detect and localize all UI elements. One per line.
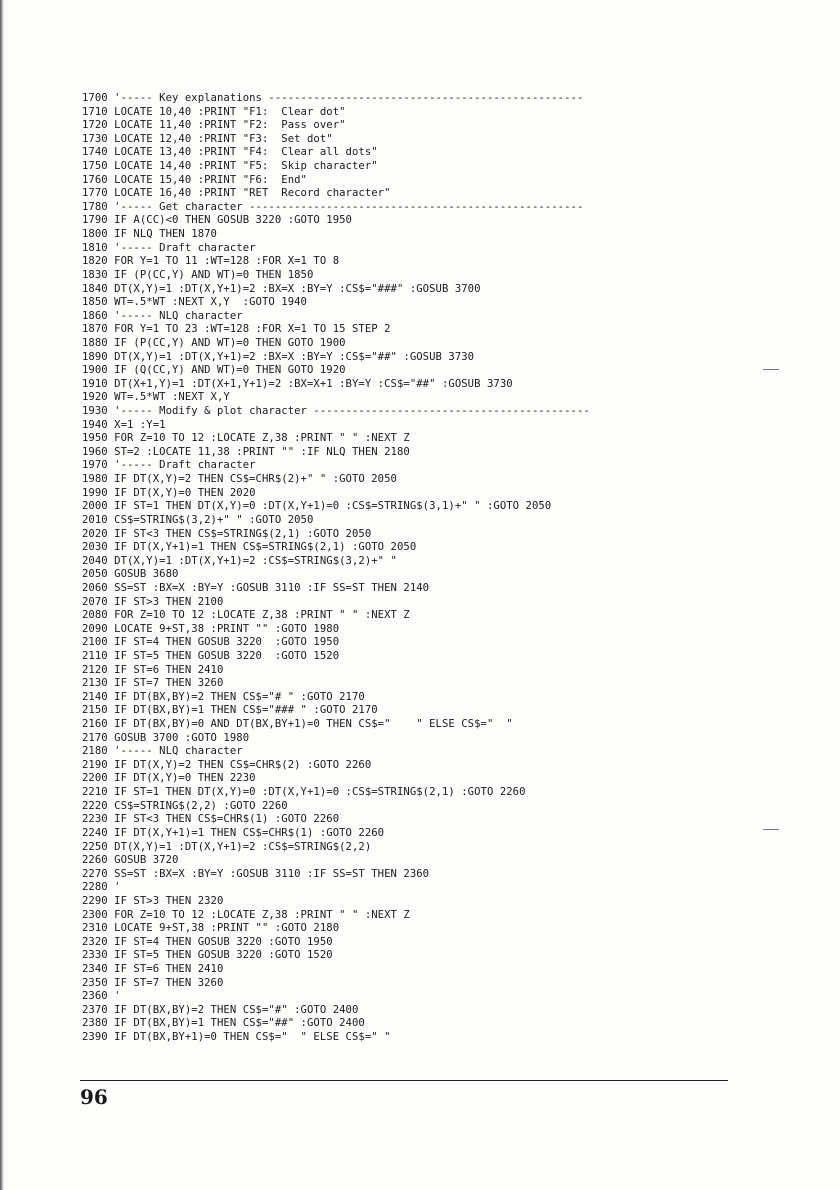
code-line: 2190 IF DT(X,Y)=2 THEN CS$=CHR$(2) :GOTO 2260	[82, 758, 372, 771]
code-line: 2330 IF ST=5 THEN GOSUB 3220 :GOTO 1520	[82, 949, 333, 962]
code-line: 1820 FOR Y=1 TO 11 :WT=128 :FOR X=1 TO 8	[82, 255, 340, 268]
code-line: 2180 '----- NLQ character	[82, 745, 243, 758]
code-line: 2380 IF DT(BX,BY)=1 THEN CS$="##" :GOTO 2400	[82, 1017, 365, 1030]
code-line: 2230 IF ST<3 THEN CS$=CHR$(1) :GOTO 2260	[82, 813, 340, 826]
code-line: 2050 GOSUB 3680	[82, 568, 179, 581]
code-line: 2240 IF DT(X,Y+1)=1 THEN CS$=CHR$(1) :GOTO 2260	[82, 826, 385, 839]
code-line: 1980 IF DT(X,Y)=2 THEN CS$=CHR$(2)+" " :GOTO 2050	[82, 473, 397, 486]
code-line: 2210 IF ST=1 THEN DT(X,Y)=0 :DT(X,Y+1)=0 :CS$=STRING$(2,1) :GOTO 2260	[82, 786, 526, 799]
code-line: 1960 ST=2 :LOCATE 11,38 :PRINT "" :IF NLQ THEN 2180	[82, 445, 410, 458]
code-line: 2360 '	[82, 990, 121, 1003]
code-line: 1880 IF (P(CC,Y) AND WT)=0 THEN GOTO 1900	[82, 336, 346, 349]
page-number: 96	[80, 1085, 108, 1109]
code-line: 1770 LOCATE 16,40 :PRINT "RET Record character"	[82, 187, 391, 200]
code-line: 2200 IF DT(X,Y)=0 THEN 2230	[82, 772, 256, 785]
code-line: 1950 FOR Z=10 TO 12 :LOCATE Z,38 :PRINT " " :NEXT Z	[82, 432, 410, 445]
code-line: 2300 FOR Z=10 TO 12 :LOCATE Z,38 :PRINT " " :NEXT Z	[82, 908, 410, 921]
footer-rule	[80, 1080, 728, 1081]
code-line: 1910 DT(X+1,Y)=1 :DT(X+1,Y+1)=2 :BX=X+1 :BY=Y :CS$="##" :GOSUB 3730	[82, 377, 513, 390]
code-line: 1730 LOCATE 12,40 :PRINT "F3: Set dot"	[82, 132, 333, 145]
code-line: 2320 IF ST=4 THEN GOSUB 3220 :GOTO 1950	[82, 935, 333, 948]
code-line: 2290 IF ST>3 THEN 2320	[82, 894, 224, 907]
code-line: 2310 LOCATE 9+ST,38 :PRINT "" :GOTO 2180	[82, 922, 340, 935]
code-line: 2070 IF ST>3 THEN 2100	[82, 595, 224, 608]
code-line: 1850 WT=.5*WT :NEXT X,Y :GOTO 1940	[82, 296, 307, 309]
code-line: 2160 IF DT(BX,BY)=0 AND DT(BX,BY+1)=0 THEN CS$=" " ELSE CS$=" "	[82, 718, 513, 731]
code-line: 2030 IF DT(X,Y+1)=1 THEN CS$=STRING$(2,1) :GOTO 2050	[82, 541, 417, 554]
code-line: 2340 IF ST=6 THEN 2410	[82, 963, 224, 975]
code-line: 1860 '----- NLQ character	[82, 309, 243, 322]
code-line: 2100 IF ST=4 THEN GOSUB 3220 :GOTO 1950	[82, 636, 340, 649]
code-line: 2130 IF ST=7 THEN 3260	[82, 677, 224, 690]
page-binding-edge	[0, 0, 4, 1190]
code-line: 1940 X=1 :Y=1	[82, 418, 166, 431]
code-line: 1720 LOCATE 11,40 :PRINT "F2: Pass over"	[82, 119, 346, 132]
margin-mark	[763, 369, 779, 370]
code-line: 2010 CS$=STRING$(3,2)+" " :GOTO 2050	[82, 513, 314, 526]
code-line: 1800 IF NLQ THEN 1870	[82, 228, 217, 241]
code-line: 1840 DT(X,Y)=1 :DT(X,Y+1)=2 :BX=X :BY=Y :CS$="###" :GOSUB 3700	[82, 282, 481, 295]
code-line: 2220 CS$=STRING$(2,2) :GOTO 2260	[82, 799, 288, 812]
code-line: 1810 '----- Draft character	[82, 241, 256, 254]
code-line: 2080 FOR Z=10 TO 12 :LOCATE Z,38 :PRINT " " :NEXT Z	[82, 609, 410, 622]
code-line: 2170 GOSUB 3700 :GOTO 1980	[82, 731, 250, 744]
code-line: 1780 '----- Get character ----------------------------------------------------	[82, 200, 584, 213]
code-line: 1760 LOCATE 15,40 :PRINT "F6: End"	[82, 173, 307, 186]
code-line: 2020 IF ST<3 THEN CS$=STRING$(2,1) :GOTO 2050	[82, 527, 372, 540]
basic-program-listing	[82, 92, 742, 1045]
code-line: 2060 SS=ST :BX=X :BY=Y :GOSUB 3110 :IF SS=ST THEN 2140	[82, 581, 430, 594]
code-line: 1920 WT=.5*WT :NEXT X,Y	[82, 391, 230, 404]
code-line: 1710 LOCATE 10,40 :PRINT "F1: Clear dot"	[82, 105, 346, 118]
code-line: 2350 IF ST=7 THEN 3260	[82, 976, 224, 989]
code-line: 1930 '----- Modify & plot character -------------------------------------------	[82, 405, 590, 418]
code-line: 1830 IF (P(CC,Y) AND WT)=0 THEN 1850	[82, 268, 314, 281]
code-line: 2280 '	[82, 881, 121, 894]
code-line: 1970 '----- Draft character	[82, 459, 256, 472]
code-line: 2370 IF DT(BX,BY)=2 THEN CS$="#" :GOTO 2400	[82, 1003, 359, 1016]
code-line: 2250 DT(X,Y)=1 :DT(X,Y+1)=2 :CS$=STRING$(2,2)	[82, 840, 372, 853]
code-line: 1900 IF (Q(CC,Y) AND WT)=0 THEN GOTO 1920	[82, 364, 346, 377]
code-line: 1870 FOR Y=1 TO 23 :WT=128 :FOR X=1 TO 15 STEP 2	[82, 323, 391, 336]
code-line: 1790 IF A(CC)<0 THEN GOSUB 3220 :GOTO 1950	[82, 214, 352, 227]
code-line: 2110 IF ST=5 THEN GOSUB 3220 :GOTO 1520	[82, 649, 340, 662]
margin-mark	[763, 829, 779, 830]
code-line: 1700 '----- Key explanations -------------------------------------------------	[82, 92, 584, 104]
code-line: 1990 IF DT(X,Y)=0 THEN 2020	[82, 486, 256, 499]
code-line: 2150 IF DT(BX,BY)=1 THEN CS$="### " :GOTO 2170	[82, 704, 378, 717]
code-line: 2090 LOCATE 9+ST,38 :PRINT "" :GOTO 1980	[82, 622, 340, 635]
code-line: 2140 IF DT(BX,BY)=2 THEN CS$="# " :GOTO 2170	[82, 690, 365, 703]
code-line: 2270 SS=ST :BX=X :BY=Y :GOSUB 3110 :IF SS=ST THEN 2360	[82, 867, 430, 880]
code-line: 2120 IF ST=6 THEN 2410	[82, 663, 224, 676]
code-line: 1740 LOCATE 13,40 :PRINT "F4: Clear all dots"	[82, 146, 378, 159]
code-line: 2000 IF ST=1 THEN DT(X,Y)=0 :DT(X,Y+1)=0 :CS$=STRING$(3,1)+" " :GOTO 2050	[82, 500, 552, 513]
code-line: 1750 LOCATE 14,40 :PRINT "F5: Skip character"	[82, 160, 378, 173]
code-line: 1890 DT(X,Y)=1 :DT(X,Y+1)=2 :BX=X :BY=Y :CS$="##" :GOSUB 3730	[82, 350, 475, 363]
code-line: 2260 GOSUB 3720	[82, 854, 179, 867]
code-line: 2040 DT(X,Y)=1 :DT(X,Y+1)=2 :CS$=STRING$(3,2)+" "	[82, 554, 397, 567]
code-line: 2390 IF DT(BX,BY+1)=0 THEN CS$=" " ELSE CS$=" "	[82, 1031, 391, 1044]
